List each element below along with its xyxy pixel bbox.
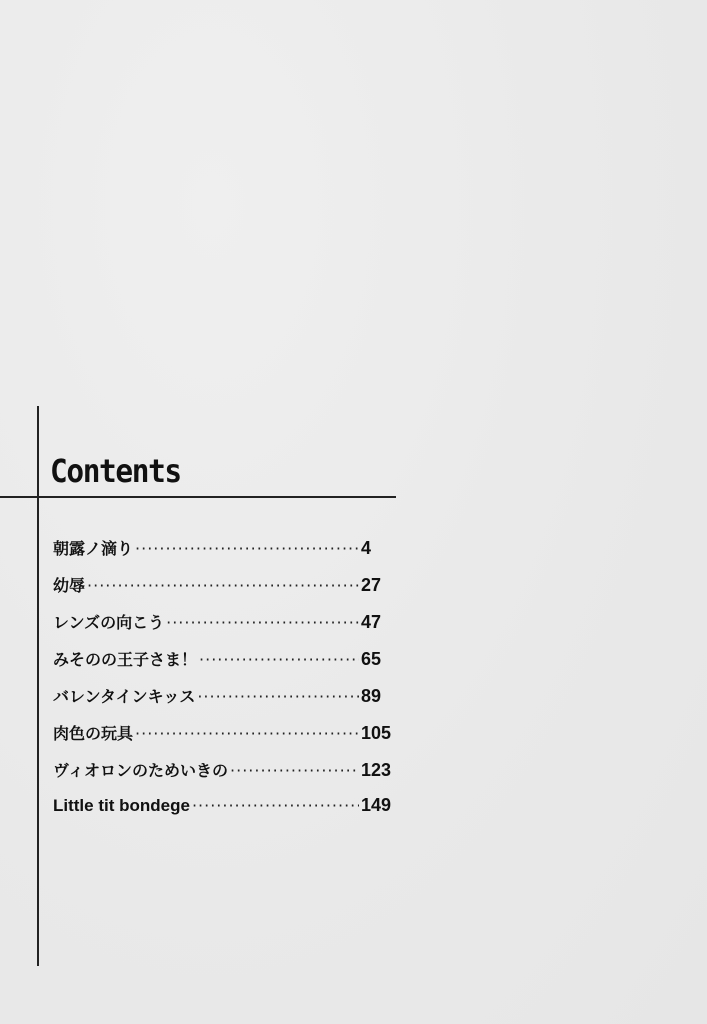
toc-entry-title: みそのの王子さま！ bbox=[53, 650, 198, 669]
toc-entry-page: 65 bbox=[361, 649, 382, 669]
toc-leader-dots bbox=[87, 576, 359, 595]
toc-leader-dots bbox=[135, 724, 359, 743]
table-of-contents bbox=[53, 536, 393, 832]
toc-entry-page: 149 bbox=[361, 795, 392, 815]
toc-entry-page: 123 bbox=[361, 760, 392, 780]
page-title: Contents bbox=[50, 452, 181, 490]
toc-leader-dots bbox=[199, 650, 359, 669]
toc-entry-title: 朝露ノ滴り bbox=[53, 539, 134, 558]
toc-leader-dots bbox=[166, 613, 359, 632]
toc-entry-page: 4 bbox=[361, 538, 372, 558]
toc-entry-title: ヴィオロンのためいきの bbox=[53, 761, 229, 780]
toc-entry bbox=[53, 721, 393, 758]
toc-entry-title: 肉色の玩具 bbox=[53, 724, 134, 743]
toc-leader-dots bbox=[135, 539, 359, 558]
toc-entry bbox=[53, 684, 393, 721]
toc-entry-page: 27 bbox=[361, 575, 382, 595]
vertical-rule bbox=[37, 406, 39, 966]
toc-entry-title: 幼辱 bbox=[53, 576, 86, 595]
toc-entry-page: 47 bbox=[361, 612, 382, 632]
toc-entry-title: レンズの向こう bbox=[53, 613, 165, 632]
toc-entry bbox=[53, 758, 393, 795]
toc-leader-dots bbox=[192, 796, 359, 815]
toc-entry bbox=[53, 647, 393, 684]
toc-entry bbox=[53, 610, 393, 647]
toc-entry bbox=[53, 573, 393, 610]
toc-leader-dots bbox=[230, 761, 359, 780]
horizontal-rule bbox=[0, 496, 396, 498]
toc-entry bbox=[53, 795, 393, 832]
toc-leader-dots bbox=[197, 687, 359, 706]
toc-entry-title: Little tit bondege bbox=[53, 796, 190, 815]
toc-entry bbox=[53, 536, 393, 573]
toc-entry-page: 89 bbox=[361, 686, 382, 706]
toc-entry-page: 105 bbox=[361, 723, 392, 743]
toc-entry-title: バレンタインキッス bbox=[53, 687, 196, 706]
